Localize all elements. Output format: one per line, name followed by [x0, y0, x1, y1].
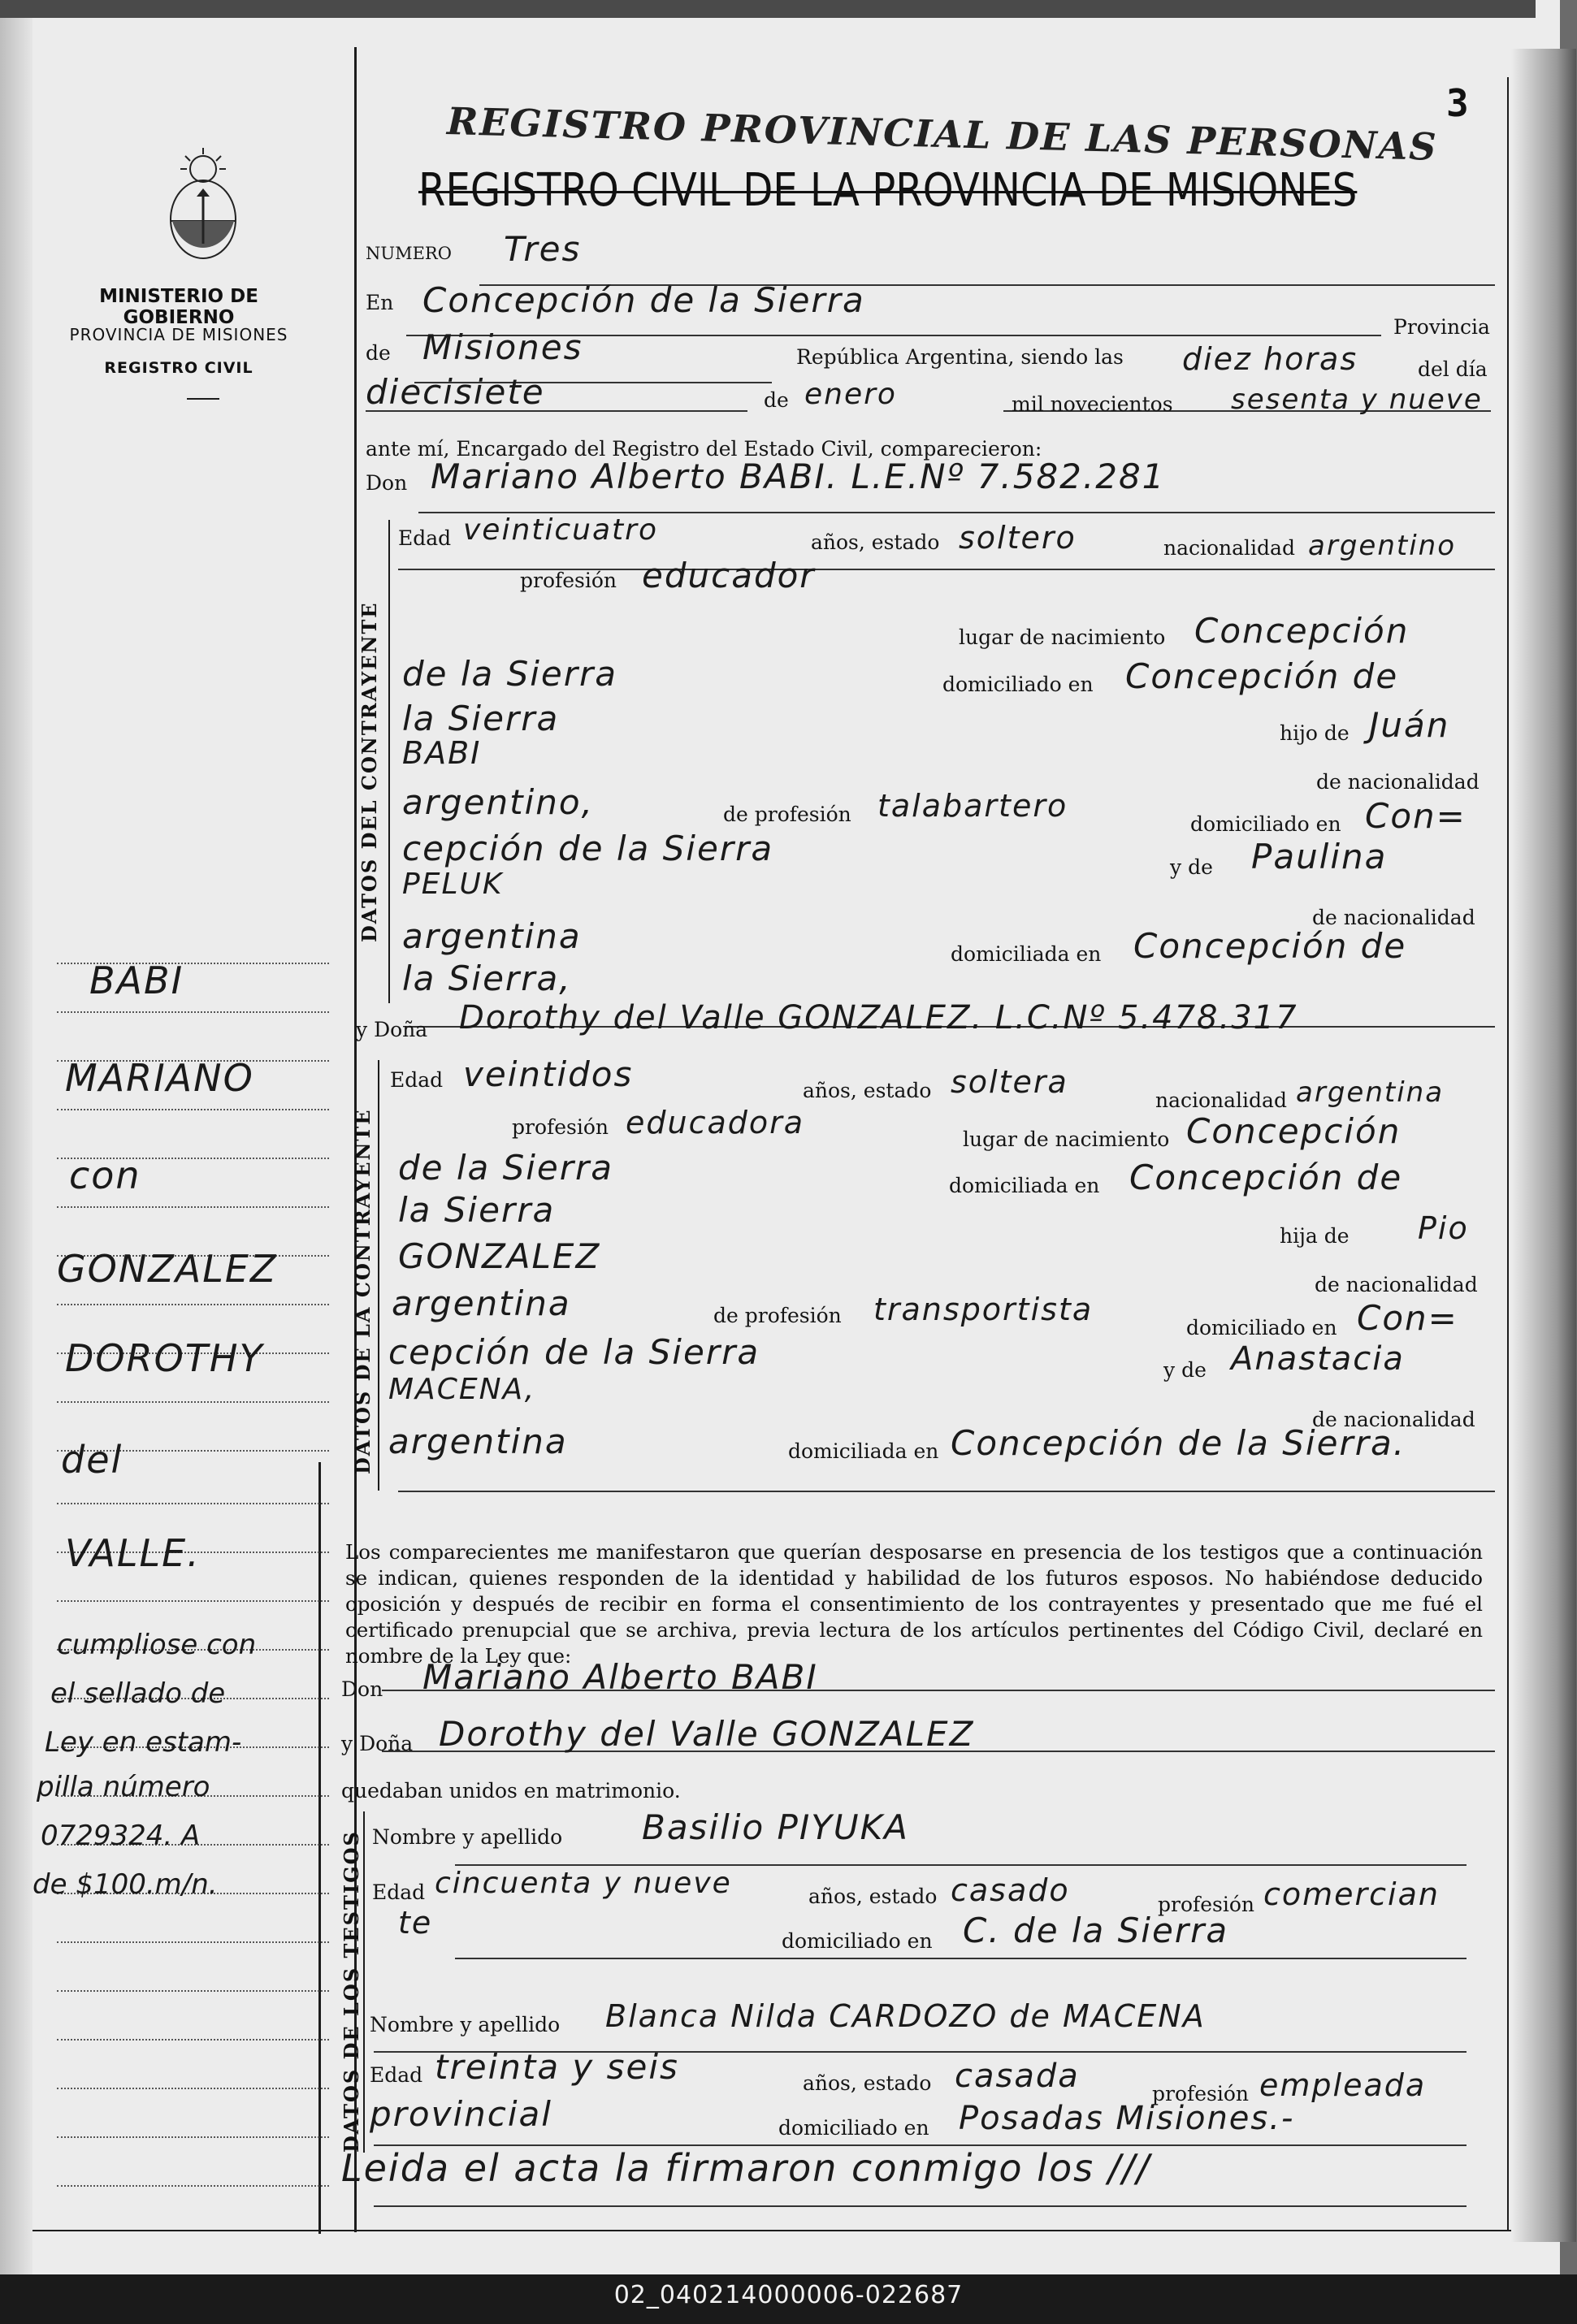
del-dia-label: del día — [1418, 357, 1488, 381]
t1-prof-value: comercian — [1263, 1876, 1440, 1912]
t2-prof-value-2: provincial — [370, 2094, 552, 2134]
c-de-nac-label: de nacionalidad — [1316, 770, 1480, 794]
c-padre-dom-value-2: cepción de la Sierra — [402, 829, 774, 868]
margin-name-line: VALLE. — [65, 1531, 201, 1575]
c-padre-dom-value: Con= — [1365, 796, 1467, 836]
union-dona-label: y Doña — [341, 1732, 414, 1755]
a-padre-dom-value: Con= — [1357, 1298, 1458, 1338]
contrayente-section-label: DATOS DEL CONTRAYENTE — [357, 601, 381, 942]
testigos-bracket — [363, 1811, 365, 2153]
c-edad-label: Edad — [398, 526, 452, 550]
c-dom-value: Concepción de — [1125, 656, 1399, 696]
c-lugar-value: Concepción — [1194, 611, 1410, 651]
don-value: Mariano Alberto BABI. L.E.Nº 7.582.281 — [431, 457, 1166, 496]
t2-nombre-label: Nombre y apellido — [370, 2013, 561, 2036]
t2-nombre-value: Blanca Nilda CARDOZO de MACENA — [605, 1998, 1206, 2034]
margin-note-line: Ley en estam- — [45, 1726, 242, 1759]
margin-note-line: pilla número — [37, 1771, 210, 1803]
a-dom-value: Concepción de — [1129, 1158, 1403, 1197]
page-binding — [0, 0, 1536, 18]
t2-dom-label: domiciliado en — [778, 2116, 929, 2140]
dona-label: y Doña — [356, 1018, 428, 1041]
t2-anios-label: años, estado — [803, 2071, 932, 2095]
provincia-label: Provincia — [1393, 315, 1490, 339]
c-madre-value-2: PELUK — [402, 868, 504, 901]
margin-name-line: BABI — [89, 959, 184, 1002]
a-nac-label: nacionalidad — [1155, 1088, 1287, 1112]
a-nac-value: argentina — [1296, 1076, 1445, 1109]
right-frame-line — [1507, 77, 1509, 2230]
c-madre-dom-value: Concepción de — [1133, 926, 1407, 966]
a-padre-value-2: GONZALEZ — [398, 1236, 601, 1276]
testigos-section-label: DATOS DE LOS TESTIGOS — [340, 1830, 363, 2153]
union-don-value: Mariano Alberto BABI — [422, 1657, 818, 1697]
c-padre-nac-value: argentino, — [402, 782, 594, 822]
closing-line: Leida el acta la firmaron conmigo los /// — [341, 2146, 1151, 2190]
c-lugar-value-2: de la Sierra — [402, 654, 618, 694]
margin-note-line: cumpliose con — [57, 1629, 257, 1661]
c-madre-nac-value: argentina — [402, 916, 582, 956]
c-hijo-label: hijo de — [1280, 721, 1350, 745]
a-lugar-value: Concepción — [1186, 1111, 1402, 1151]
province-label: PROVINCIA DE MISIONES — [69, 325, 288, 344]
margin-name-line: DOROTHY — [65, 1336, 264, 1380]
t1-dom-label: domiciliado en — [782, 1929, 933, 1953]
registry-label: REGISTRO CIVIL — [104, 359, 253, 377]
c-madre-value: Paulina — [1251, 837, 1388, 876]
c-y-de-label: y de — [1170, 855, 1213, 879]
page-bottom-rule — [32, 2230, 1511, 2231]
hora-value: diez horas — [1182, 341, 1358, 377]
en-value: Concepción de la Sierra — [422, 280, 865, 320]
a-padre-nac-value: argentina — [392, 1283, 571, 1323]
a-padre-value: Pio — [1418, 1210, 1469, 1246]
a-prof-value: educadora — [626, 1105, 805, 1140]
margin-name-line: con — [69, 1153, 141, 1197]
t2-edad-value: treinta y seis — [435, 2047, 679, 2087]
margin-name-line: del — [61, 1438, 123, 1482]
c-lugar-label: lugar de nacimiento — [959, 625, 1166, 649]
c-madre-dom-value-2: la Sierra, — [402, 959, 572, 998]
a-padre-dom-value-2: cepción de la Sierra — [388, 1332, 760, 1372]
page-right-edge — [1511, 49, 1576, 2242]
t2-prof-value: empleada — [1259, 2067, 1427, 2103]
a-y-de-label: y de — [1163, 1358, 1207, 1382]
c-madre-dom-label: domiciliada en — [951, 942, 1102, 966]
a-madre-value-2: MACENA, — [388, 1373, 536, 1406]
image-id: 02_040214000006-022687 — [613, 2281, 964, 2309]
a-hija-label: hija de — [1280, 1224, 1350, 1248]
en-label: En — [366, 291, 394, 314]
t2-prof-label: profesión — [1152, 2082, 1250, 2105]
c-madre-nac-label: de nacionalidad — [1312, 906, 1475, 929]
margin-note-line: el sellado de — [50, 1677, 226, 1710]
a-lugar-label: lugar de nacimiento — [963, 1127, 1170, 1151]
quedaban-text: quedaban unidos en matrimonio. — [341, 1779, 681, 1803]
page-left-edge — [0, 0, 32, 2274]
c-padre-value: Juán — [1369, 705, 1450, 745]
c-padre-value-2: BABI — [402, 735, 482, 771]
t1-prof-value-2: te — [398, 1905, 433, 1941]
de-label: de — [366, 341, 391, 365]
c-nac-value: argentino — [1308, 530, 1456, 562]
c-padre-dom-label: domiciliado en — [1190, 812, 1341, 836]
t2-estado-value: casada — [955, 2058, 1080, 2095]
c-prof-value: educador — [642, 556, 816, 595]
numero-value: Tres — [504, 229, 582, 269]
numero-label: NUMERO — [366, 244, 452, 263]
a-madre-value: Anastacia — [1231, 1340, 1405, 1378]
a-edad-value: veintidos — [463, 1054, 634, 1094]
ministry-label: MINISTERIO DE GOBIERNO — [99, 286, 258, 328]
c-prof-label: profesión — [520, 569, 617, 592]
mes-value: enero — [804, 378, 897, 411]
c-padre-prof-value: talabartero — [877, 788, 1068, 824]
dona-value: Dorothy del Valle GONZALEZ. L.C.Nº 5.478.317 — [459, 999, 1298, 1036]
c-dom-label: domiciliado en — [942, 673, 1094, 696]
contrayenta-bracket — [378, 1060, 379, 1491]
mil-label: mil novecientos — [1012, 392, 1173, 416]
t1-edad-label: Edad — [372, 1880, 426, 1904]
don-label: Don — [366, 471, 408, 495]
mes-label: de — [764, 388, 789, 412]
margin-frame-line — [318, 1462, 321, 2234]
de-value: Misiones — [422, 327, 583, 367]
a-anios-label: años, estado — [803, 1079, 932, 1102]
a-lugar-value-2: de la Sierra — [398, 1148, 614, 1188]
a-madre-dom-label: domiciliada en — [788, 1439, 939, 1463]
t2-dom-value: Posadas Misiones.- — [959, 2100, 1295, 2137]
t1-edad-value: cincuenta y nueve — [435, 1867, 732, 1900]
body-paragraph: Los comparecientes me manifestaron que querían desposarse en presencia de los testigos que a continuación se indican, quienes responden de la identidad y habilidad de los futuros esposos. No habiéndose deducido oposición y después de recibir en forma el consentimiento de los contrayentes y presentado que me fué el certificado prenupcial que se archiva, previa lectura de los artículos pertinentes del Código Civil, declaré en nombre de la Ley que: — [345, 1540, 1483, 1668]
c-estado-value: soltero — [959, 520, 1077, 556]
a-padre-prof-value: transportista — [873, 1292, 1094, 1327]
a-de-nac-label: de nacionalidad — [1315, 1273, 1478, 1296]
margin-note-line: de $100.m/n. — [32, 1868, 218, 1901]
a-dom-label: domiciliada en — [949, 1174, 1100, 1197]
page-number: 3 — [1446, 81, 1469, 125]
ante-label: ante mí, Encargado del Registro del Estado Civil, comparecieron: — [366, 437, 1042, 461]
c-anios-label: años, estado — [811, 530, 940, 554]
stamp-line: REGISTRO PROVINCIAL DE LAS PERSONAS — [446, 99, 1439, 169]
dia-value: diecisiete — [366, 372, 545, 412]
header-divider — [187, 398, 219, 400]
struck-title: REGISTRO CIVIL DE LA PROVINCIA DE MISIONES — [418, 164, 1358, 217]
margin-note-line: 0729324. A — [41, 1820, 201, 1852]
republica-label: República Argentina, siendo las — [796, 345, 1124, 369]
a-madre-nac-label: de nacionalidad — [1312, 1408, 1475, 1431]
t1-nombre-label: Nombre y apellido — [372, 1825, 563, 1849]
contrayente-bracket — [388, 520, 390, 1003]
c-nac-label: nacionalidad — [1163, 536, 1295, 560]
t1-prof-label: profesión — [1158, 1893, 1255, 1916]
c-edad-value: veinticuatro — [463, 513, 658, 547]
a-dom-value-2: la Sierra — [398, 1190, 556, 1230]
a-estado-value: soltera — [951, 1064, 1068, 1100]
a-madre-dom-value: Concepción de la Sierra. — [951, 1423, 1406, 1463]
anio-value: sesenta y nueve — [1231, 383, 1483, 416]
margin-name-line: GONZALEZ — [57, 1247, 278, 1291]
t1-dom-value: C. de la Sierra — [963, 1911, 1229, 1950]
margin-name-line: MARIANO — [65, 1056, 254, 1100]
a-prof-label: profesión — [512, 1115, 609, 1139]
union-dona-value: Dorothy del Valle GONZALEZ — [439, 1714, 975, 1754]
contrayenta-section-label: DATOS DE LA CONTRAYENTE — [351, 1108, 375, 1474]
t1-nombre-value: Basilio PIYUKA — [642, 1807, 909, 1847]
t1-estado-value: casado — [951, 1872, 1070, 1908]
a-madre-nac-value: argentina — [388, 1422, 568, 1461]
t1-anios-label: años, estado — [808, 1885, 938, 1908]
a-edad-label: Edad — [390, 1068, 444, 1092]
a-de-prof-label: de profesión — [713, 1304, 842, 1327]
t2-edad-label: Edad — [370, 2063, 423, 2087]
a-padre-dom-label: domiciliado en — [1186, 1316, 1337, 1339]
argentina-shield-icon — [161, 146, 245, 268]
c-dom-value-2: la Sierra — [402, 699, 560, 738]
union-don-label: Don — [341, 1677, 383, 1701]
c-de-prof-label: de profesión — [723, 803, 851, 826]
